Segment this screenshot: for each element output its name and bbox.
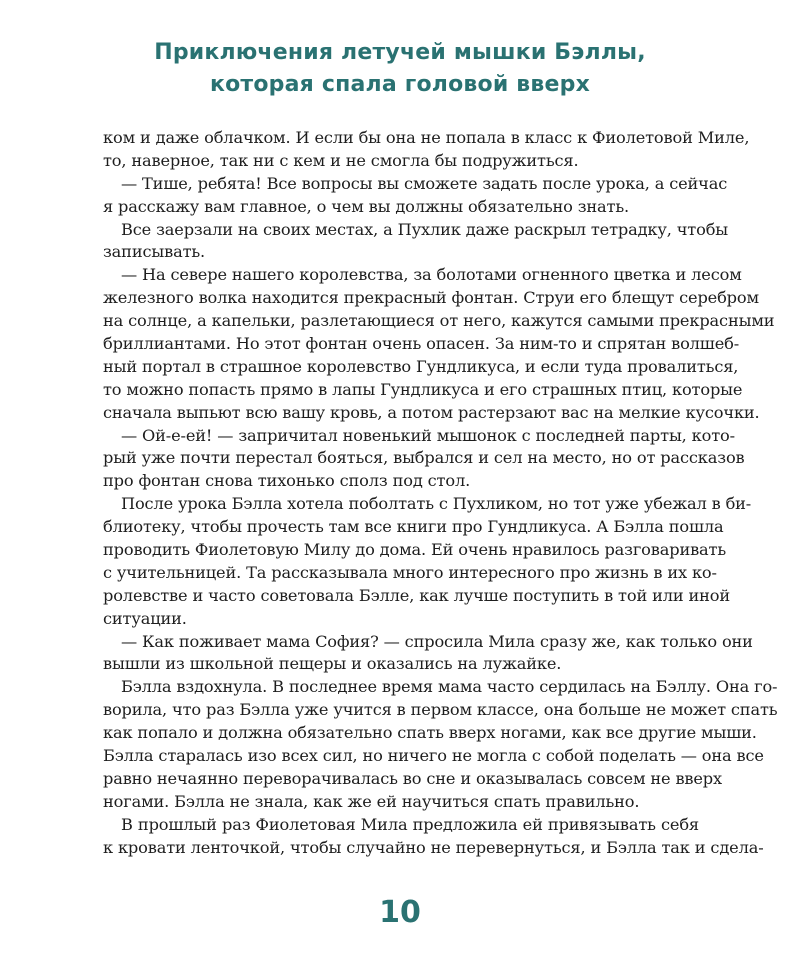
text-line: ворила, что раз Бэлла уже учится в первом классе, она больше не может спать [103,700,778,720]
paragraph [103,676,778,813]
text-line: вышли из школьной пещеры и оказались на лужайке. [103,654,562,674]
text-line: проводить Фиолетовую Милу до дома. Ей очень нравилось разговаривать [103,540,727,560]
text-line: блиотеку, чтобы прочесть там все книги про Гундликуса. А Бэлла пошла [103,517,724,537]
text-line: железного волка находится прекрасный фонтан. Струи его блещут серебром [103,288,759,308]
text-line: Все заерзали на своих местах, а Пухлик даже раскрыл тетрадку, чтобы [121,219,729,239]
text-line: на солнце, а капельки, разлетающиеся от него, кажутся самыми прекрасными [103,311,775,331]
page-number: 10 [379,895,421,930]
text-line: ногами. Бэлла не знала, как же ей научиться спать правильно. [103,791,640,811]
text-line: к кровати ленточкой, чтобы случайно не перевернуться, и Бэлла так и сдела- [103,837,764,857]
text-line: ный портал в страшное королевство Гундликуса, и если туда провалиться, [103,356,739,376]
text-line: — Ой-е-ей! — запричитал новенький мышонок с последней парты, кото- [121,425,735,445]
page-title-line-2: которая спала головой вверх [209,72,591,97]
paragraph [103,264,775,424]
paragraph [103,631,753,677]
body-text [103,127,778,860]
text-line: — Как поживает мама София? — спросила Мила сразу же, как только они [121,631,753,651]
paragraph [103,425,745,494]
text-line: то можно попасть прямо в лапы Гундликуса и его страшных птиц, которые [103,379,743,399]
page-title [0,37,800,101]
text-line: с учительницей. Та рассказывала много интересного про жизнь в их ко- [103,562,717,582]
text-line: — Тише, ребята! Все вопросы вы сможете задать после урока, а сейчас [121,173,728,193]
text-line: равно нечаянно переворачивалась во сне и оказывалась совсем не вверх [103,768,722,788]
text-line: я расскажу вам главное, о чем вы должны обязательно знать. [103,196,630,216]
text-line: Бэлла старалась изо всех сил, но ничего не могла с собой поделать — она все [103,746,764,766]
text-line: ком и даже облачком. И если бы она не попала в класс к Фиолетовой Миле, [103,128,750,147]
paragraph [103,173,728,219]
text-line: После урока Бэлла хотела поболтать с Пухликом, но тот уже убежал в би- [121,494,752,514]
text-line: ситуации. [103,608,187,628]
text-line: — На севере нашего королевства, за болотами огненного цветка и лесом [121,265,742,285]
text-line: Бэлла вздохнула. В последнее время мама часто сердилась на Бэллу. Она го- [121,677,778,697]
text-line: бриллиантами. Но этот фонтан очень опасен. За ним-то и спрятан волшеб- [103,334,740,354]
text-line: как попало и должна обязательно спать вверх ногами, как все другие мыши. [103,723,757,743]
paragraph [103,219,729,265]
text-line: про фонтан снова тихонько сполз под стол. [103,471,471,491]
paragraph [103,127,750,173]
text-line: В прошлый раз Фиолетовая Мила предложила ей привязывать себя [121,814,699,834]
text-line: записывать. [103,242,206,262]
text-line: то, наверное, так ни с кем и не смогла бы подружиться. [103,150,579,170]
paragraph [103,493,752,630]
text-line: сначала выпьют всю вашу кровь, а потом растерзают вас на мелкие кусочки. [103,402,760,422]
text-line: ролевстве и часто советовала Бэлле, как лучше поступить в той или иной [103,585,730,605]
text-line: рый уже почти перестал бояться, выбрался и сел на место, но от рассказов [103,448,745,468]
page-title-line-1: Приключения летучей мышки Бэллы, [154,40,646,65]
paragraph [103,814,764,860]
